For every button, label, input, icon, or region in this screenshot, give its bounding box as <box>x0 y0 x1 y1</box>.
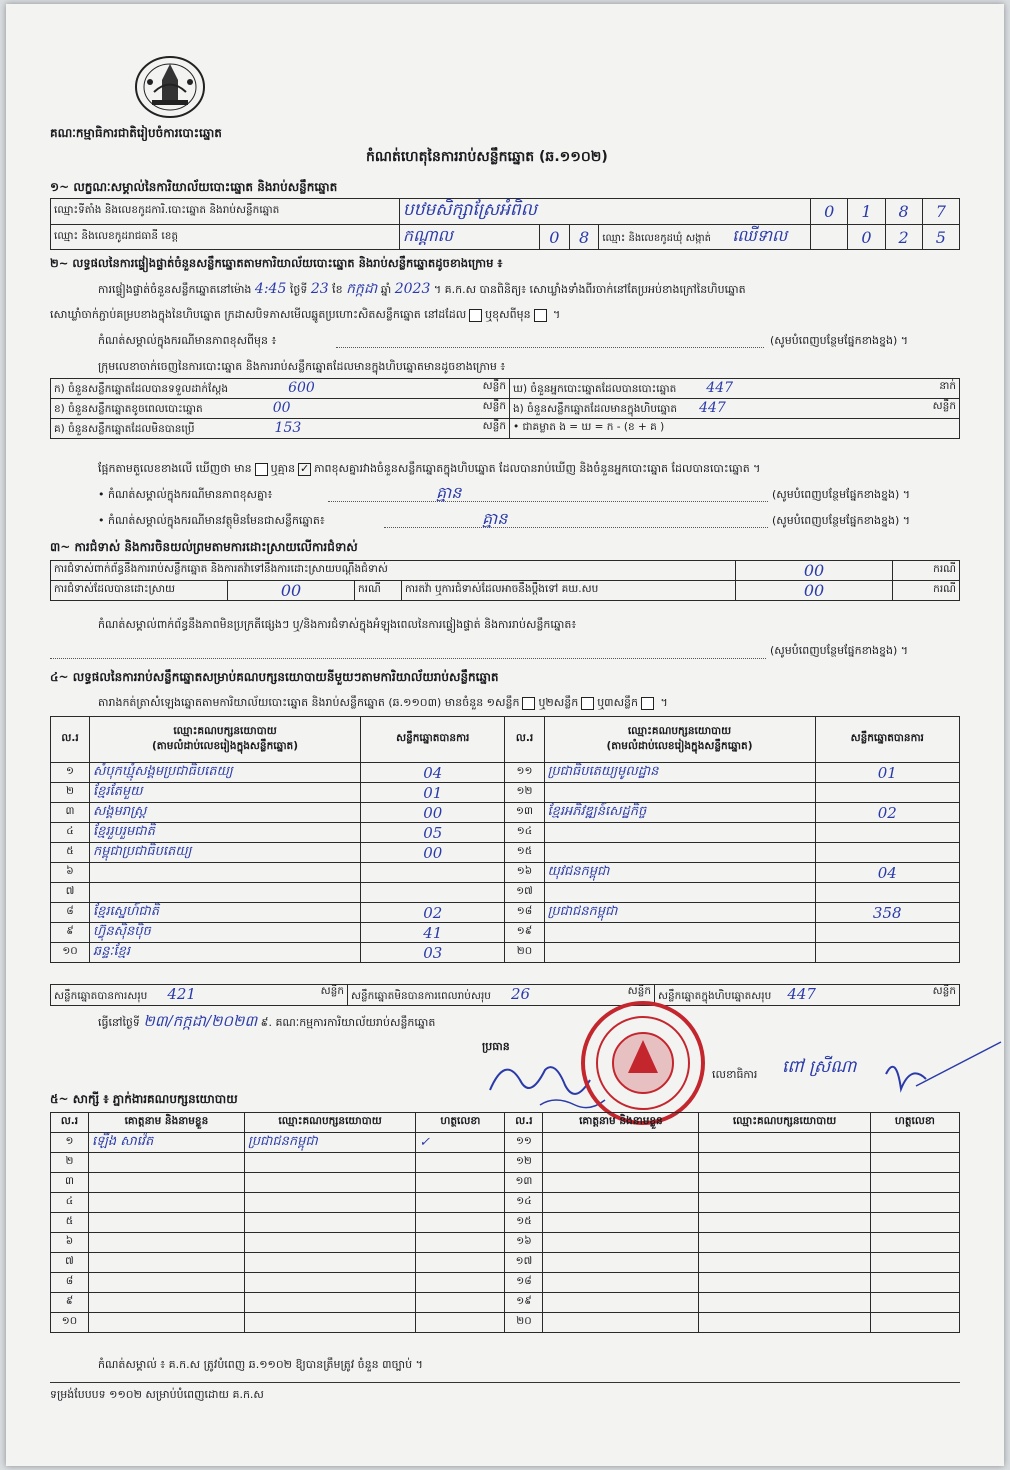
province-label: ឈ្មោះ និងលេខកូដរាជធានី ខេត្ត <box>51 225 400 250</box>
official-red-stamp <box>578 998 708 1128</box>
tally-intro: តារាងកត់ត្រាសំឡេងឆ្នោតតាមការិយាល័យបោះឆ្នោត និងរាប់សន្លឹកឆ្នោត (ឆ.១១០៣) មានចំនួន ១សន្លឹក ឬ២សន្លឹក ឬ៣សន្លឹក ។ <box>98 696 668 709</box>
table-row <box>51 1153 960 1173</box>
station-label: ឈ្មោះទីតាំង និងលេខកូដការិ.បោះឆ្នោត និងរាប់សន្លឹកឆ្នោត <box>51 199 400 225</box>
row-number: ១១ <box>505 1133 543 1153</box>
witness-party <box>699 1133 870 1153</box>
station-name-value: បឋមសិក្សាស្រែអំពិល <box>402 200 537 220</box>
vote-count <box>815 823 960 843</box>
witness-name: ឡើង សាវ៉េត <box>88 1133 244 1153</box>
foreign-item-label: • កំណត់សម្គាល់ក្នុងករណីមានវត្ថុមិនមែនជាសន្លឹកឆ្នោត៖ <box>98 514 325 527</box>
objection-label: ការជំទាស់ពាក់ព័ន្ធនឹងការរាប់សន្លឹកឆ្នោត និងការតវ៉ាទៅនឹងការដោះស្រាយបណ្ដឹងជំទាស់ <box>51 561 736 581</box>
witness-party <box>244 1313 415 1333</box>
witness-signature <box>870 1193 959 1213</box>
secretary-label: លេខាធិការ <box>712 1068 758 1081</box>
witness-party <box>244 1153 415 1173</box>
vote-count: 04 <box>815 863 960 883</box>
section2-title: ២~ លទ្ធផលនៃការផ្ទៀងផ្ទាត់ចំនួនសន្លឹកឆ្នោតតាមការិយាល័យបោះឆ្នោត និងរាប់សន្លឹកឆ្នោតដូចខាងក្រោម ៖ <box>50 256 503 270</box>
row-number: ៥ <box>51 1213 89 1233</box>
table-row <box>51 903 960 923</box>
witness-signature <box>416 1273 505 1293</box>
station-code-digit: 1 <box>848 199 885 225</box>
witness-party <box>244 1173 415 1193</box>
row-number: ១៧ <box>505 883 544 903</box>
no-difference-checkbox[interactable]: ✓ <box>299 461 310 475</box>
count-row: ក) ចំនួនសន្លឹកឆ្នោតដែលបានទទួលដាក់ស្ដែង 600 សន្លឹក ឃ) ចំនួនអ្នកបោះឆ្នោតដែលបានបោះឆ្នោត 447 នាក់ <box>51 379 960 399</box>
vote-count: 04 <box>361 763 505 783</box>
party-name <box>544 943 815 963</box>
witness-party <box>699 1293 870 1313</box>
row-number: ៣ <box>51 1173 89 1193</box>
vote-count: 02 <box>361 903 505 923</box>
row-number: ៤ <box>51 1193 89 1213</box>
fill-line <box>50 658 766 659</box>
witness-name <box>543 1193 699 1213</box>
witness-signature: ✓ <box>416 1133 505 1153</box>
witness-party <box>699 1233 870 1253</box>
vote-count <box>361 863 505 883</box>
station-code-digit: 8 <box>885 199 922 225</box>
table-row <box>51 883 960 903</box>
commune-code-digit: 0 <box>848 225 885 250</box>
table-row <box>51 823 960 843</box>
witness-name <box>543 1313 699 1333</box>
party-name: ខ្មែរតែមួយ <box>90 783 361 803</box>
count-value: 447 <box>706 379 734 396</box>
org-name: គណៈកម្មាធិការជាតិរៀបចំការបោះឆ្នោត <box>50 126 222 140</box>
party-name: ហ៊្វុនស៊ិនប៉ិច <box>90 923 361 943</box>
fill-line <box>384 527 768 528</box>
witness-signature <box>870 1253 959 1273</box>
witness-signature <box>870 1293 959 1313</box>
section3-title: ៣~ ការជំទាស់ និងការចិនយល់ព្រមតាមការដោះស្រាយលើការជំទាស់ <box>50 540 358 554</box>
party-name: កម្ពុជាប្រជាធិបតេយ្យ <box>90 843 361 863</box>
party-results-table: ល.រ ឈ្មោះគណបក្សនយោបាយ (តាមលំដាប់លេខរៀងក្នុងសន្លឹកឆ្នោត) សន្លឹកឆ្នោតបានការ ល.រ ឈ្មោះគណបក្សនយោបាយ (តាមលំដាប់លេខរៀងក្នុងសន្លឹកឆ្នោត) សន្លឹកឆ្នោតបានការ ១ សំបុកឃ្មុំសង្គមប្រជាធិបតេយ្យ 04 ១១ ប្រជាធិបតេយ្យមូលដ្ឋាន 01 ២ ខ្មែរតែមួយ 01 ១២ ៣ សង្គមរាស្ត្រ 00 ១៣ ខ្មែរអភិវឌ្ឍន៍សេដ្ឋកិច្ច 02 ៤ ខ្មែររួបរួមជាតិ 05 ១៤ ៥ កម្ពុជាប្រជាធិបតេយ្យ 00 ១៥ ៦ ១៦ យុវជនកម្ពុជា 04 ៧ ១៧ ៨ ខ្មែរស្នេហ៍ជាតិ 02 ១៨ ប្រជាជនកម្ពុជា 358 ៩ ហ៊្វុនស៊ិនប៉ិច 41 ១៩ ១០ ឆន្ទៈខ្មែរ 03 ២០ <box>50 716 960 963</box>
witness-signature <box>416 1313 505 1333</box>
count-row: ខ) ចំនួនសន្លឹកឆ្នោតខូចពេលបោះឆ្នោត 00 សន្លឹក ង) ចំនួនសន្លឹកឆ្នោតដែលមានក្នុងហិបឆ្នោត 447 សន្លឹក <box>51 399 960 419</box>
row-number: ១៨ <box>505 1273 543 1293</box>
witness-signature <box>870 1173 959 1193</box>
party-name: ឆន្ទៈខ្មែរ <box>90 943 361 963</box>
table-row <box>51 1293 960 1313</box>
province-value: កណ្ដាល <box>402 226 453 245</box>
row-number: ១៦ <box>505 1233 543 1253</box>
witness-name <box>88 1193 244 1213</box>
row-number: ៦ <box>51 1233 89 1253</box>
objection-count: 00 <box>803 561 825 580</box>
row-number: ៨ <box>51 903 90 923</box>
table-row <box>51 843 960 863</box>
witness-name <box>88 1253 244 1273</box>
witness-party <box>699 1193 870 1213</box>
vote-count: 02 <box>815 803 960 823</box>
vote-count <box>815 783 960 803</box>
row-number: ១២ <box>505 1153 543 1173</box>
identification-table <box>50 198 960 250</box>
witness-name <box>88 1213 244 1233</box>
fill-line <box>328 501 768 502</box>
different-checkbox[interactable] <box>534 309 547 322</box>
witness-signature <box>416 1253 505 1273</box>
formula-note: • ជាគម្លាត ង = ឃ = ក - (ខ + គ ) <box>513 421 665 433</box>
witness-signature <box>870 1153 959 1173</box>
vote-count <box>815 883 960 903</box>
row-number: ២០ <box>505 943 544 963</box>
form-title: កំណត់ហេតុនៃការរាប់សន្លឹកឆ្នោត (ឆ.១១០២) <box>366 149 608 165</box>
table-row <box>51 1273 960 1293</box>
party-name <box>544 923 815 943</box>
witness-party <box>699 1213 870 1233</box>
vote-count: 41 <box>361 923 505 943</box>
row-number: ១៩ <box>505 923 544 943</box>
party-name: ប្រជាជនកម្ពុជា <box>544 903 815 923</box>
station-code-digit: 7 <box>922 199 959 225</box>
total-box-value: 447 <box>787 985 816 1003</box>
witness-signature <box>416 1173 505 1193</box>
row-number: ៩ <box>51 1293 89 1313</box>
table-row <box>51 783 960 803</box>
witness-name <box>88 1233 244 1253</box>
appeal-label: ការតវ៉ា ឬការជំទាស់ដែលអាចនឹងប្ដឹងទៅ គឃ.សប <box>402 581 736 601</box>
totals-table: សន្លឹកឆ្នោតបានការសរុប 421 សន្លឹក សន្លឹកឆ្នោតមិនបានការពេលរាប់សរុប 26 សន្លឹក សន្លឹកឆ្នោតក្នុងហិបឆ្នោតសរុប 447 សន្លឹក <box>50 984 960 1006</box>
row-number: ១៧ <box>505 1253 543 1273</box>
witness-party <box>244 1253 415 1273</box>
witness-signature <box>416 1233 505 1253</box>
witness-party <box>244 1213 415 1233</box>
vote-count: 01 <box>361 783 505 803</box>
compare-sentence: ផ្អែកតាមតួលេខខាងលើ ឃើញថា មាន ឬគ្មាន ✓ ភាពខុសគ្នារវាងចំនួនសន្លឹកឆ្នោតក្នុងហិបឆ្នោត ដែលបានរាប់ឃើញ និងចំនួនអ្នកបោះឆ្នោត ដែលបានបោះឆ្នោត ។ <box>98 461 761 475</box>
section1-title: ១~ លក្ខណៈសម្គាល់នៃការិយាល័យបោះឆ្នោត និងរាប់សន្លឹកឆ្នោត <box>50 180 338 194</box>
witness-signature <box>416 1293 505 1313</box>
row-number: ២ <box>51 783 90 803</box>
fill-line <box>336 347 764 348</box>
count-value: 447 <box>699 399 726 416</box>
verification-sentence: ការផ្ទៀងផ្ទាត់ចំនួនសន្លឹកឆ្នោតនៅម៉ោង 4:45 ថ្ងៃទី 23 ខែ កក្កដា ឆ្នាំ 2023 ។ គ.ក.ស បានពិនិត្យ៖ សោឃ្លាំងទាំងពីរចាក់នៅតែប្រអប់ខាងក្រៅនៃហិបឆ្នោត <box>98 281 746 297</box>
witness-signature <box>416 1153 505 1173</box>
witness-party <box>244 1193 415 1213</box>
party-name: ខ្មែរអភិវឌ្ឍន៍សេដ្ឋកិច្ច <box>544 803 815 823</box>
province-code-digit: 8 <box>569 225 599 250</box>
table-row <box>51 1233 960 1253</box>
table-row <box>51 923 960 943</box>
witness-party <box>699 1273 870 1293</box>
secretary-name: ពៅ ស្រីណា <box>782 1057 857 1077</box>
fill-note: (សូមបំពេញបន្ថែមផ្នែកខាងខ្នង) ។ <box>770 644 909 657</box>
resolved-label: ការជំទាស់ដែលបានដោះស្រាយ <box>51 581 228 601</box>
same-checkbox[interactable] <box>469 309 482 322</box>
witness-name <box>88 1313 244 1333</box>
table-row <box>51 1133 960 1153</box>
witness-signature <box>870 1273 959 1293</box>
witness-party <box>244 1273 415 1293</box>
party-name: យុវជនកម្ពុជា <box>544 863 815 883</box>
row-number: ៧ <box>51 1253 89 1273</box>
witness-party: ប្រជាជនកម្ពុជា <box>244 1133 415 1153</box>
fill-note: (សូមបំពេញបន្ថែមផ្នែកខាងខ្នង) ។ <box>772 514 911 527</box>
station-code-digit: 0 <box>811 199 848 225</box>
witness-signature <box>870 1213 959 1233</box>
difference-note-label: កំណត់សម្គាល់ក្នុងករណីមានភាពខុសពីមុន ៖ <box>98 334 277 347</box>
vote-count: 00 <box>361 843 505 863</box>
vote-count: 358 <box>815 903 960 923</box>
witness-name <box>88 1293 244 1313</box>
chair-label: ប្រធាន <box>482 1040 510 1053</box>
three-sheet-checkbox[interactable] <box>641 697 654 710</box>
row-number: ១ <box>51 1133 89 1153</box>
counts-intro: ក្រុមលេខាចាក់ចេញនៃការបោះឆ្នោត និងការរាប់សន្លឹកឆ្នោតដែលមានក្នុងហិបឆ្នោតមានដូចខាងក្រោម ៖ <box>98 360 506 373</box>
witness-party <box>699 1253 870 1273</box>
party-name: ខ្មែរស្នេហ៍ជាតិ <box>90 903 361 923</box>
party-name <box>90 883 361 903</box>
foreign-item-value: គ្មាន <box>482 509 508 528</box>
row-number: ១៦ <box>505 863 544 883</box>
one-sheet-checkbox[interactable] <box>522 697 535 710</box>
commune-code-digit: 2 <box>885 225 922 250</box>
count-row: គ) ចំនួនសន្លឹកឆ្នោតដែលមិនបានប្រើ 153 សន្លឹក • ជាគម្លាត ង = ឃ = ក - (ខ + គ ) <box>51 419 960 439</box>
row-number: ២០ <box>505 1313 543 1333</box>
month-value: កក្កដា <box>346 281 378 297</box>
row-number: ៦ <box>51 863 90 883</box>
row-number: ១ <box>51 763 90 783</box>
witness-name <box>543 1213 699 1233</box>
row-number: ២ <box>51 1153 89 1173</box>
total-valid-value: 421 <box>167 985 196 1003</box>
table-row <box>51 1213 960 1233</box>
party-name <box>544 843 815 863</box>
row-number: ១៣ <box>505 803 544 823</box>
witness-signature <box>870 1233 959 1253</box>
row-number: ១៩ <box>505 1293 543 1313</box>
party-name: ប្រជាធិបតេយ្យមូលដ្ឋាន <box>544 763 815 783</box>
row-number: ៧ <box>51 883 90 903</box>
table-row <box>51 863 960 883</box>
row-number: ១៥ <box>505 1213 543 1233</box>
fill-note: (សូមបំពេញបន្ថែមផ្នែកខាងខ្នង) ។ <box>772 488 911 501</box>
witness-name <box>543 1293 699 1313</box>
vote-count: 01 <box>815 763 960 783</box>
vote-count <box>815 943 960 963</box>
form-footer: ទម្រង់បែបបទ ១១០២ សម្រាប់បំពេញដោយ គ.ក.ស <box>50 1388 264 1401</box>
vote-count: 03 <box>361 943 505 963</box>
witness-signature <box>870 1313 959 1333</box>
province-code-digit: 0 <box>540 225 570 250</box>
resolved-count: 00 <box>280 581 302 600</box>
table-row <box>51 763 960 783</box>
row-number: ១០ <box>51 943 90 963</box>
witness-name <box>88 1173 244 1193</box>
witness-name <box>543 1153 699 1173</box>
fill-note: (សូមបំពេញបន្ថែមផ្នែកខាងខ្នង) ។ <box>770 334 909 347</box>
witness-party <box>699 1173 870 1193</box>
commune-label: ឈ្មោះ និងលេខកូដឃុំ សង្កាត់ <box>602 233 712 244</box>
footnote: កំណត់សម្គាល់ ៖ គ.ក.ស ត្រូវបំពេញ ឆ.១១០២ ឱ្យបានត្រឹមត្រូវ ចំនួន ៣ច្បាប់ ។ <box>98 1358 423 1371</box>
vote-count: 00 <box>361 803 505 823</box>
footer-divider <box>50 1382 960 1383</box>
row-number: ៣ <box>51 803 90 823</box>
party-name: សង្គមរាស្ត្រ <box>90 803 361 823</box>
has-difference-checkbox[interactable] <box>255 463 268 476</box>
row-number: ១៥ <box>505 843 544 863</box>
ballot-counts-table <box>50 378 960 439</box>
witness-table: ល.រ គោត្តនាម និងនាមខ្លួន ឈ្មោះគណបក្សនយោបាយ ហត្ថលេខា ល.រ គោត្តនាម និងនាមខ្លួន ឈ្មោះគណបក្សនយោបាយ ហត្ថលេខា ១ ឡើង សាវ៉េត ប្រជាជនកម្ពុជា ✓ ១១ ២ ១២ ៣ ១៣ ៤ ១៤ ៥ ១៥ ៦ ១៦ ៧ ១៧ ៨ ១៨ ៩ ១៩ ១០ ២០ <box>50 1112 960 1333</box>
irregularities-note: កំណត់សម្គាល់ពាក់ព័ន្ធនឹងភាពមិនប្រក្រតីផ្សេងៗ ឬ/និងការជំទាស់ក្នុងអំឡុងពេលនៃការផ្ទៀងផ្ទាត់ និងការរាប់សន្លឹកឆ្នោត៖ <box>98 618 577 631</box>
objections-table: ការជំទាស់ពាក់ព័ន្ធនឹងការរាប់សន្លឹកឆ្នោត និងការតវ៉ាទៅនឹងការដោះស្រាយបណ្ដឹងជំទាស់ 00 ករណី ការជំទាស់ដែលបានដោះស្រាយ 00 ករណី ការតវ៉ា ឬការជំទាស់ដែលអាចនឹងប្ដឹងទៅ គឃ.សប 00 ករណី <box>50 560 960 601</box>
day-value: 23 <box>310 281 329 297</box>
row-number: ៨ <box>51 1273 89 1293</box>
witness-party <box>244 1233 415 1253</box>
witness-name <box>543 1273 699 1293</box>
table-row <box>51 803 960 823</box>
row-number: ៥ <box>51 843 90 863</box>
section5-title: ៥~ សាក្សី ៖ ភ្នាក់ងារគណបក្សនយោបាយ <box>50 1092 238 1106</box>
appeal-count: 00 <box>803 581 825 600</box>
witness-party <box>244 1293 415 1313</box>
witness-name <box>88 1273 244 1293</box>
vote-count: 05 <box>361 823 505 843</box>
difference-note-label2: • កំណត់សម្គាល់ក្នុងករណីមានភាពខុសគ្នា៖ <box>98 488 273 501</box>
time-value: 4:45 <box>254 281 287 297</box>
party-name: ខ្មែររួបរួមជាតិ <box>90 823 361 843</box>
year-value: 2023 <box>394 281 431 297</box>
row-number: ១១ <box>505 763 544 783</box>
row-number: ១២ <box>505 783 544 803</box>
row-number: ១០ <box>51 1313 89 1333</box>
witness-name <box>543 1233 699 1253</box>
count-value: 00 <box>272 399 291 416</box>
party-name <box>544 883 815 903</box>
seal-sentence: សោឃ្លាំចាក់ភ្ជាប់គម្របខាងក្នុងនៃហិបឆ្នោត ក្រដាសបិទភាសមើលឆ្នូតប្រហោះសិតសន្លឹកឆ្នោត នៅដដែល ឬខុសពីមុន ។ <box>50 308 561 321</box>
vote-count <box>361 883 505 903</box>
table-row <box>51 943 960 963</box>
witness-party <box>699 1313 870 1333</box>
witness-signature <box>870 1133 959 1153</box>
party-name <box>544 823 815 843</box>
witness-party <box>699 1153 870 1173</box>
party-name <box>544 783 815 803</box>
vote-count <box>815 843 960 863</box>
form-sheet <box>6 4 1004 1466</box>
row-number: ១៤ <box>505 1193 543 1213</box>
count-value: 600 <box>288 379 315 396</box>
secretary-signature <box>856 1034 1006 1104</box>
witness-signature <box>416 1193 505 1213</box>
total-invalid-value: 26 <box>510 985 531 1003</box>
party-name <box>90 863 361 883</box>
commune-code-digit: 5 <box>922 225 959 250</box>
count-value: 153 <box>274 419 302 436</box>
table-row <box>51 1313 960 1333</box>
party-name: សំបុកឃ្មុំសង្គមប្រជាធិបតេយ្យ <box>90 763 361 783</box>
commune-value: ឈើទាល <box>732 226 788 245</box>
witness-name <box>88 1153 244 1173</box>
row-number: ១៨ <box>505 903 544 923</box>
witness-signature <box>416 1213 505 1233</box>
difference-note-value: គ្មាន <box>436 483 462 502</box>
election-committee-emblem <box>132 52 208 122</box>
row-number: ១៤ <box>505 823 544 843</box>
table-row <box>51 1173 960 1193</box>
table-row <box>51 1193 960 1213</box>
witness-name <box>543 1133 699 1153</box>
witness-name <box>543 1173 699 1193</box>
done-at-line: ធ្វើនៅថ្ងៃទី ២៣/កក្កដា/២០២៣ ៩. គណៈកម្មការការិយាល័យរាប់សន្លឹកឆ្នោត <box>98 1012 436 1030</box>
vote-count <box>815 923 960 943</box>
row-number: ១៣ <box>505 1173 543 1193</box>
two-sheet-checkbox[interactable] <box>581 697 594 710</box>
row-number: ៤ <box>51 823 90 843</box>
section4-title: ៤~ លទ្ធផលនៃការរាប់សន្លឹកឆ្នោតសម្រាប់គណបក្សនយោបាយនីមួយៗតាមការិយាល័យរាប់សន្លឹកឆ្នោត <box>50 670 499 684</box>
witness-name <box>543 1253 699 1273</box>
row-number: ៩ <box>51 923 90 943</box>
table-row <box>51 1253 960 1273</box>
done-at-date: ២៣/កក្កដា/២០២៣ <box>143 1012 258 1030</box>
